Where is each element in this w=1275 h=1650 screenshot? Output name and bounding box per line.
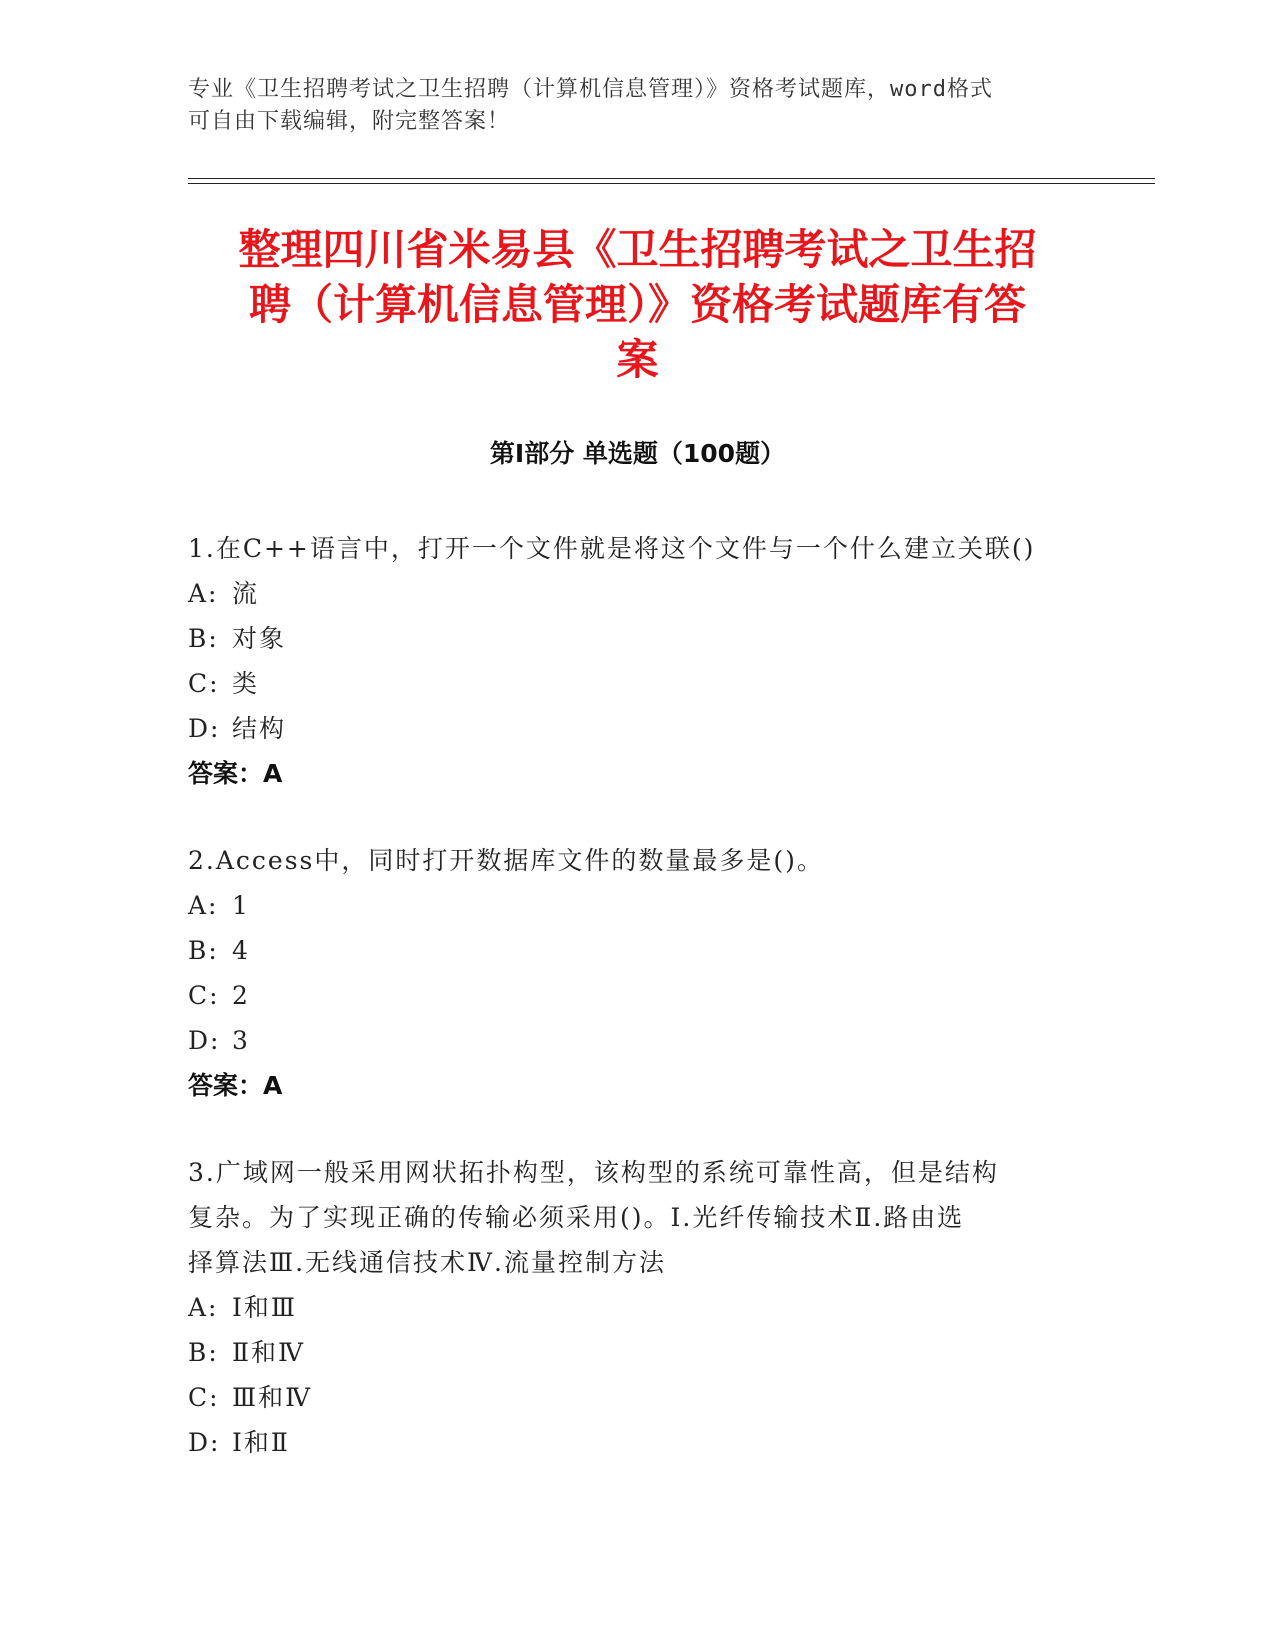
question-stem-line: 3.广域网一般采用网状拓扑构型，该构型的系统可靠性高，但是结构 bbox=[188, 1158, 999, 1187]
option-key: A: bbox=[188, 1293, 219, 1322]
question-stem-line: 1.在C++语言中，打开一个文件就是将这个文件与一个什么建立关联() bbox=[188, 534, 1036, 563]
option-key: C: bbox=[188, 669, 220, 698]
option-text: 3 bbox=[232, 1026, 250, 1055]
header-note-line-1: 专业《卫生招聘考试之卫生招聘（计算机信息管理）》资格考试题库，word格式 bbox=[188, 77, 993, 102]
option-text: Ⅲ和Ⅳ bbox=[232, 1383, 313, 1412]
document-title-line-3: 案 bbox=[616, 335, 659, 384]
header-rule-top bbox=[188, 178, 1155, 179]
option-c bbox=[188, 1375, 1088, 1420]
option-b bbox=[188, 1330, 1088, 1375]
question-stem bbox=[188, 838, 1088, 883]
option-text: Ⅱ和Ⅳ bbox=[232, 1338, 305, 1367]
option-d bbox=[188, 706, 1088, 751]
option-key: A: bbox=[188, 891, 219, 920]
question-stem-line: 复杂。为了实现正确的传输必须采用()。Ⅰ.光纤传输技术Ⅱ.路由选 bbox=[188, 1203, 965, 1232]
option-c bbox=[188, 973, 1088, 1018]
option-text: 4 bbox=[232, 936, 250, 965]
option-a bbox=[188, 1285, 1088, 1330]
header-note bbox=[188, 74, 1088, 138]
option-text: 2 bbox=[232, 981, 250, 1010]
option-text: 流 bbox=[232, 579, 260, 608]
question-2 bbox=[188, 838, 1088, 1108]
option-b bbox=[188, 928, 1088, 973]
option-key: D: bbox=[188, 714, 221, 743]
question-stem bbox=[188, 1150, 1088, 1285]
question-stem-line: 2.Access中，同时打开数据库文件的数量最多是()。 bbox=[188, 846, 824, 875]
option-text: 类 bbox=[232, 669, 260, 698]
option-key: B: bbox=[188, 936, 219, 965]
option-key: B: bbox=[188, 624, 219, 653]
answer-label: 答案：A bbox=[188, 759, 283, 788]
question-stem bbox=[188, 526, 1088, 571]
section-title: 第Ⅰ部分 单选题（100题） bbox=[489, 439, 786, 468]
option-b bbox=[188, 616, 1088, 661]
option-a bbox=[188, 571, 1088, 616]
header-note-line-2: 可自由下载编辑，附完整答案！ bbox=[188, 109, 511, 134]
option-text: 1 bbox=[232, 891, 250, 920]
option-d bbox=[188, 1018, 1088, 1063]
document-title-line-2: 聘（计算机信息管理）》资格考试题库有答 bbox=[248, 280, 1026, 329]
option-key: A: bbox=[188, 579, 219, 608]
option-key: D: bbox=[188, 1026, 221, 1055]
option-key: B: bbox=[188, 1338, 219, 1367]
answer-label: 答案：A bbox=[188, 1071, 283, 1100]
option-text: 结构 bbox=[232, 714, 287, 743]
question-stem-line: 择算法Ⅲ.无线通信技术Ⅳ.流量控制方法 bbox=[188, 1248, 666, 1277]
option-text: Ⅰ和Ⅱ bbox=[232, 1428, 290, 1457]
question-list bbox=[188, 526, 1088, 1507]
header-rule-bottom bbox=[188, 183, 1155, 184]
option-text: Ⅰ和Ⅲ bbox=[232, 1293, 297, 1322]
document-title-line-1: 整理四川省米易县《卫生招聘考试之卫生招 bbox=[238, 225, 1037, 274]
option-text: 对象 bbox=[232, 624, 287, 653]
option-key: C: bbox=[188, 981, 220, 1010]
document-title bbox=[150, 222, 1125, 387]
option-c bbox=[188, 661, 1088, 706]
question-1 bbox=[188, 526, 1088, 796]
option-key: D: bbox=[188, 1428, 221, 1457]
question-3 bbox=[188, 1150, 1088, 1465]
option-key: C: bbox=[188, 1383, 220, 1412]
option-d bbox=[188, 1420, 1088, 1465]
option-a bbox=[188, 883, 1088, 928]
